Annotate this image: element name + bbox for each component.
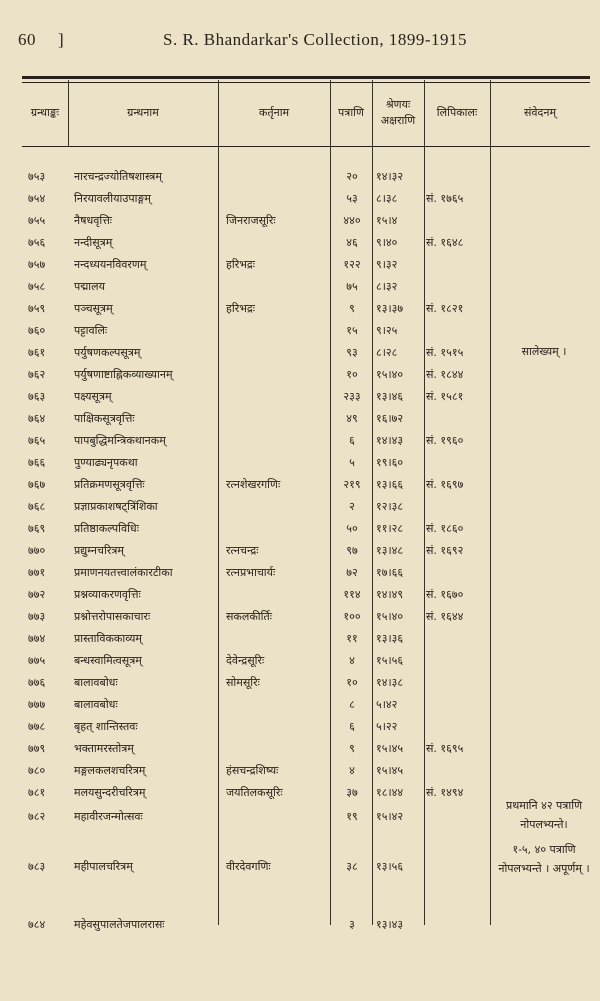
author-name: रत्नप्रभाचार्यः [226, 566, 276, 579]
remark-text: सालेख्यम् । [521, 345, 567, 358]
entry-number: ७७७ [28, 698, 46, 711]
work-title: बालावबोधः [74, 698, 118, 711]
leaves-count: ५० [346, 522, 358, 535]
table-row [0, 738, 600, 760]
author-name: देवेन्द्रसूरिः [226, 654, 265, 667]
copy-date: सं. १८४४ [426, 368, 464, 381]
table-row [0, 584, 600, 606]
work-title: पुण्याढ्यनृपकथा [74, 456, 138, 469]
lines-letters: १३।४८ [376, 544, 404, 557]
lines-letters: ११।२८ [376, 522, 404, 535]
leaves-count: ४ [349, 654, 355, 667]
leaves-count: ७२ [346, 566, 358, 579]
entry-number: ७६० [28, 324, 46, 337]
leaves-count: ५ [349, 456, 355, 469]
leaves-count: १९ [346, 810, 358, 823]
author-name: रत्नचन्द्रः [226, 544, 259, 557]
leaves-count: ५३ [346, 192, 358, 205]
entry-number: ७५७ [28, 258, 46, 271]
lines-letters: ९।३२ [376, 258, 398, 271]
work-title: पक्ष्यसूत्रम् [74, 390, 112, 403]
entry-number: ७७१ [28, 566, 46, 579]
work-title: पर्युषणाष्टाह्निकव्याख्यानम् [74, 368, 173, 381]
page-header [18, 30, 588, 56]
entry-number: ७७२ [28, 588, 46, 601]
col-header-remarks: संवेदनम् [523, 106, 557, 119]
work-title: पञ्चसूत्रम् [74, 302, 113, 315]
entry-number: ७६७ [28, 478, 46, 491]
remark-text: १-५, ४० पत्राणि नोपलभ्यन्ते । अपूर्णम् । [498, 843, 590, 875]
work-title: पापबुद्धिमन्त्रिकथानकम् [74, 434, 166, 447]
leaves-count: ११४ [343, 588, 361, 601]
col-header-leaves: पत्राणि [338, 106, 364, 119]
top-rule [22, 76, 590, 79]
leaves-count: १० [346, 368, 358, 381]
leaves-count: ८ [349, 698, 355, 711]
entry-number: ७७४ [28, 632, 46, 645]
lines-letters: ९।२५ [376, 324, 398, 337]
copy-date: सं. १६९५ [426, 742, 464, 755]
work-title: प्रज्ञाप्रकाशषट्त्रिंशिका [74, 500, 158, 513]
copy-date: सं. १९६० [426, 434, 464, 447]
lines-letters: १४।३२ [376, 170, 404, 183]
entry-number: ७५८ [28, 280, 46, 293]
table-row [0, 298, 600, 320]
table-row [0, 716, 600, 738]
leaves-count: ७५ [346, 280, 358, 293]
work-title: नारचन्द्रज्योतिषशास्त्रम् [74, 170, 162, 183]
lines-letters: १३।५६ [376, 860, 404, 873]
copy-date: सं. १६९२ [426, 544, 464, 557]
table-row [0, 188, 600, 210]
work-title: मङ्गलकलशचरित्रम् [74, 764, 146, 777]
author-name: जयतिलकसूरिः [226, 786, 283, 799]
copy-date: सं. १५८१ [426, 390, 464, 403]
copy-date: सं. १६४८ [426, 236, 464, 249]
entry-number: ७७३ [28, 610, 46, 623]
lines-letters: १५।४० [376, 368, 404, 381]
author-name: वीरदेवगणिः [226, 860, 271, 873]
leaves-count: ६ [349, 720, 355, 733]
table-row [0, 694, 600, 716]
table-row [0, 672, 600, 694]
work-title: बालावबोधः [74, 676, 118, 689]
table-row [0, 518, 600, 540]
lines-letters: १५।४५ [376, 742, 404, 755]
lines-letters: १७।६६ [376, 566, 404, 579]
entry-number: ७६९ [28, 522, 46, 535]
col-header-date: लिपिकालः [436, 106, 478, 119]
copy-date: सं. १४९४ [426, 786, 464, 799]
work-title: प्रतिक्रमणसूत्रवृत्तिः [74, 478, 145, 491]
work-title: नैषधवृत्तिः [74, 214, 113, 227]
leaves-count: २१९ [343, 478, 361, 491]
lines-letters: १४।४९ [376, 588, 404, 601]
table-row [0, 232, 600, 254]
entry-number: ७७९ [28, 742, 46, 755]
entry-number: ७६३ [28, 390, 46, 403]
header-bracket: ] [58, 30, 65, 49]
col-header-number: ग्रन्थाङ्कः [30, 106, 60, 119]
work-title: महेवसुपालतेजपालरासः [74, 918, 165, 931]
lines-letters: १५।४० [376, 610, 404, 623]
copy-date: सं. १८६० [426, 522, 464, 535]
work-title: पर्युषणकल्पसूत्रम् [74, 346, 141, 359]
entry-number: ७६८ [28, 500, 46, 513]
leaves-count: ६ [349, 434, 355, 447]
leaves-count: ९७ [346, 544, 358, 557]
col-header-author: कर्तृनाम [258, 106, 290, 119]
entry-number: ७६६ [28, 456, 46, 469]
leaves-count: ९३ [346, 346, 358, 359]
entry-number: ७६४ [28, 412, 46, 425]
leaves-count: १२२ [343, 258, 361, 271]
entry-number: ७७८ [28, 720, 46, 733]
lines-letters: १८।४४ [376, 786, 404, 799]
table-row [0, 540, 600, 562]
table-row [0, 914, 600, 936]
leaves-count: २३३ [343, 390, 361, 403]
lines-letters: ५।२२ [376, 720, 398, 733]
table-row [0, 166, 600, 188]
work-title: महावीरजन्मोत्सवः [74, 810, 143, 823]
work-title: नन्दीसूत्रम् [74, 236, 113, 249]
work-title: नन्दध्ययनविवरणम् [74, 258, 147, 271]
work-title: निरयावलीयाउपाङ्गम् [74, 192, 151, 205]
table-row [0, 386, 600, 408]
entry-number: ७७६ [28, 676, 46, 689]
leaves-count: ३८ [346, 860, 358, 873]
entry-number: ७७० [28, 544, 46, 557]
lines-letters: १४।४३ [376, 434, 404, 447]
table-row [0, 760, 600, 782]
leaves-count: ४ [349, 764, 355, 777]
table-row [0, 320, 600, 342]
lines-letters: ८।३८ [376, 192, 398, 205]
table-row [0, 364, 600, 386]
work-title: प्रमाणनयतत्त्वालंकारटीका [74, 566, 173, 579]
header-bottom-rule [22, 146, 590, 147]
leaves-count: २० [346, 170, 358, 183]
entry-number: ७८१ [28, 786, 46, 799]
leaves-count: ११ [346, 632, 358, 645]
entry-number: ७६५ [28, 434, 46, 447]
work-title: मलयसुन्दरीचरित्रम् [74, 786, 146, 799]
leaves-count: १० [346, 676, 358, 689]
entry-number: ७८३ [28, 860, 46, 873]
table-row [0, 408, 600, 430]
lines-letters: ५।४२ [376, 698, 398, 711]
leaves-count: ३७ [346, 786, 358, 799]
leaves-count: ४४० [343, 214, 361, 227]
lines-letters: १४।३८ [376, 676, 404, 689]
work-title: बृहत् शान्तिस्तवः [74, 720, 138, 733]
entry-number: ७५६ [28, 236, 46, 249]
copy-date: सं. १५१५ [426, 346, 464, 359]
table-row [0, 254, 600, 276]
author-name: रत्नशेखरगणिः [226, 478, 281, 491]
entry-number: ७६१ [28, 346, 46, 359]
work-title: पद्मालय [74, 280, 105, 293]
lines-letters: १५।४५ [376, 764, 404, 777]
copy-date: सं. १८२१ [426, 302, 464, 315]
leaves-count: ४६ [346, 236, 358, 249]
copy-date: सं. १७६५ [426, 192, 464, 205]
author-name: हरिभद्रः [226, 258, 255, 271]
lines-letters: १९।६० [376, 456, 404, 469]
leaves-count: ३ [349, 918, 355, 931]
lines-letters: ८।२८ [376, 346, 398, 359]
table-row [0, 452, 600, 474]
work-title: पाक्षिकसूत्रवृत्तिः [74, 412, 135, 425]
author-name: हंसचन्द्रशिष्यः [226, 764, 279, 777]
table-row [0, 650, 600, 672]
leaves-count: ४९ [346, 412, 358, 425]
lines-letters: १३।३७ [376, 302, 404, 315]
entry-number: ७६२ [28, 368, 46, 381]
table-row [0, 430, 600, 452]
entry-number: ७५५ [28, 214, 46, 227]
leaves-count: ९ [349, 742, 355, 755]
lines-letters: ८।३२ [376, 280, 398, 293]
copy-date: सं. १६७० [426, 588, 464, 601]
work-title: बन्धस्वामित्वसूत्रम् [74, 654, 142, 667]
work-title: प्रश्नोत्तरोपासकाचारः [74, 610, 151, 623]
lines-letters: १३।६६ [376, 478, 404, 491]
work-title: प्रश्नव्याकरणवृत्तिः [74, 588, 141, 601]
page-number: 60 [18, 30, 36, 49]
table-row [0, 474, 600, 496]
lines-letters: १६।७२ [376, 412, 404, 425]
author-name: सोमसूरिः [226, 676, 260, 689]
table-row [0, 628, 600, 650]
lines-letters: १३।४३ [376, 918, 404, 931]
lines-letters: १५।४२ [376, 810, 404, 823]
work-title: पट्टावलिः [74, 324, 108, 337]
lines-letters: १२।३८ [376, 500, 404, 513]
work-title: प्रास्ताविककाव्यम् [74, 632, 142, 645]
author-name: जिनराजसूरिः [226, 214, 276, 227]
copy-date: सं. १६९७ [426, 478, 464, 491]
leaves-count: १५ [346, 324, 358, 337]
table-row [0, 562, 600, 584]
lines-letters: १५।४ [376, 214, 398, 227]
author-name: हरिभद्रः [226, 302, 255, 315]
leaves-count: ९ [349, 302, 355, 315]
table-row [0, 210, 600, 232]
running-title: S. R. Bhandarkar's Collection, 1899-1915 [163, 30, 468, 49]
col-header-lines: श्रेणयः अक्षराणि [380, 98, 416, 127]
work-title: महीपालचरित्रम् [74, 860, 133, 873]
table-row [0, 496, 600, 518]
leaves-count: २ [349, 500, 355, 513]
copy-date: सं. १६४४ [426, 610, 464, 623]
lines-letters: १५।५६ [376, 654, 404, 667]
entry-number: ७८४ [28, 918, 46, 931]
work-title: प्रतिष्ठाकल्पविधिः [74, 522, 139, 535]
remark-text: प्रथमानि ४२ पत्राणि नोपलभ्यन्ते। [505, 799, 583, 831]
lines-letters: ९।४० [376, 236, 398, 249]
top-rule-thin [22, 82, 590, 83]
lines-letters: १३।३६ [376, 632, 404, 645]
entry-number: ७५३ [28, 170, 46, 183]
table-row [0, 276, 600, 298]
entry-number: ७५९ [28, 302, 46, 315]
entry-number: ७५४ [28, 192, 46, 205]
table-row [0, 606, 600, 628]
leaves-count: १०० [343, 610, 361, 623]
work-title: भक्तामरस्तोत्रम् [74, 742, 134, 755]
entry-number: ७८२ [28, 810, 46, 823]
col-header-title: ग्रन्थनाम [127, 106, 159, 119]
lines-letters: १३।४६ [376, 390, 404, 403]
author-name: सकलकीर्तिः [226, 610, 272, 623]
entry-number: ७७५ [28, 654, 46, 667]
entry-number: ७८० [28, 764, 46, 777]
work-title: प्रद्युम्नचरित्रम् [74, 544, 124, 557]
